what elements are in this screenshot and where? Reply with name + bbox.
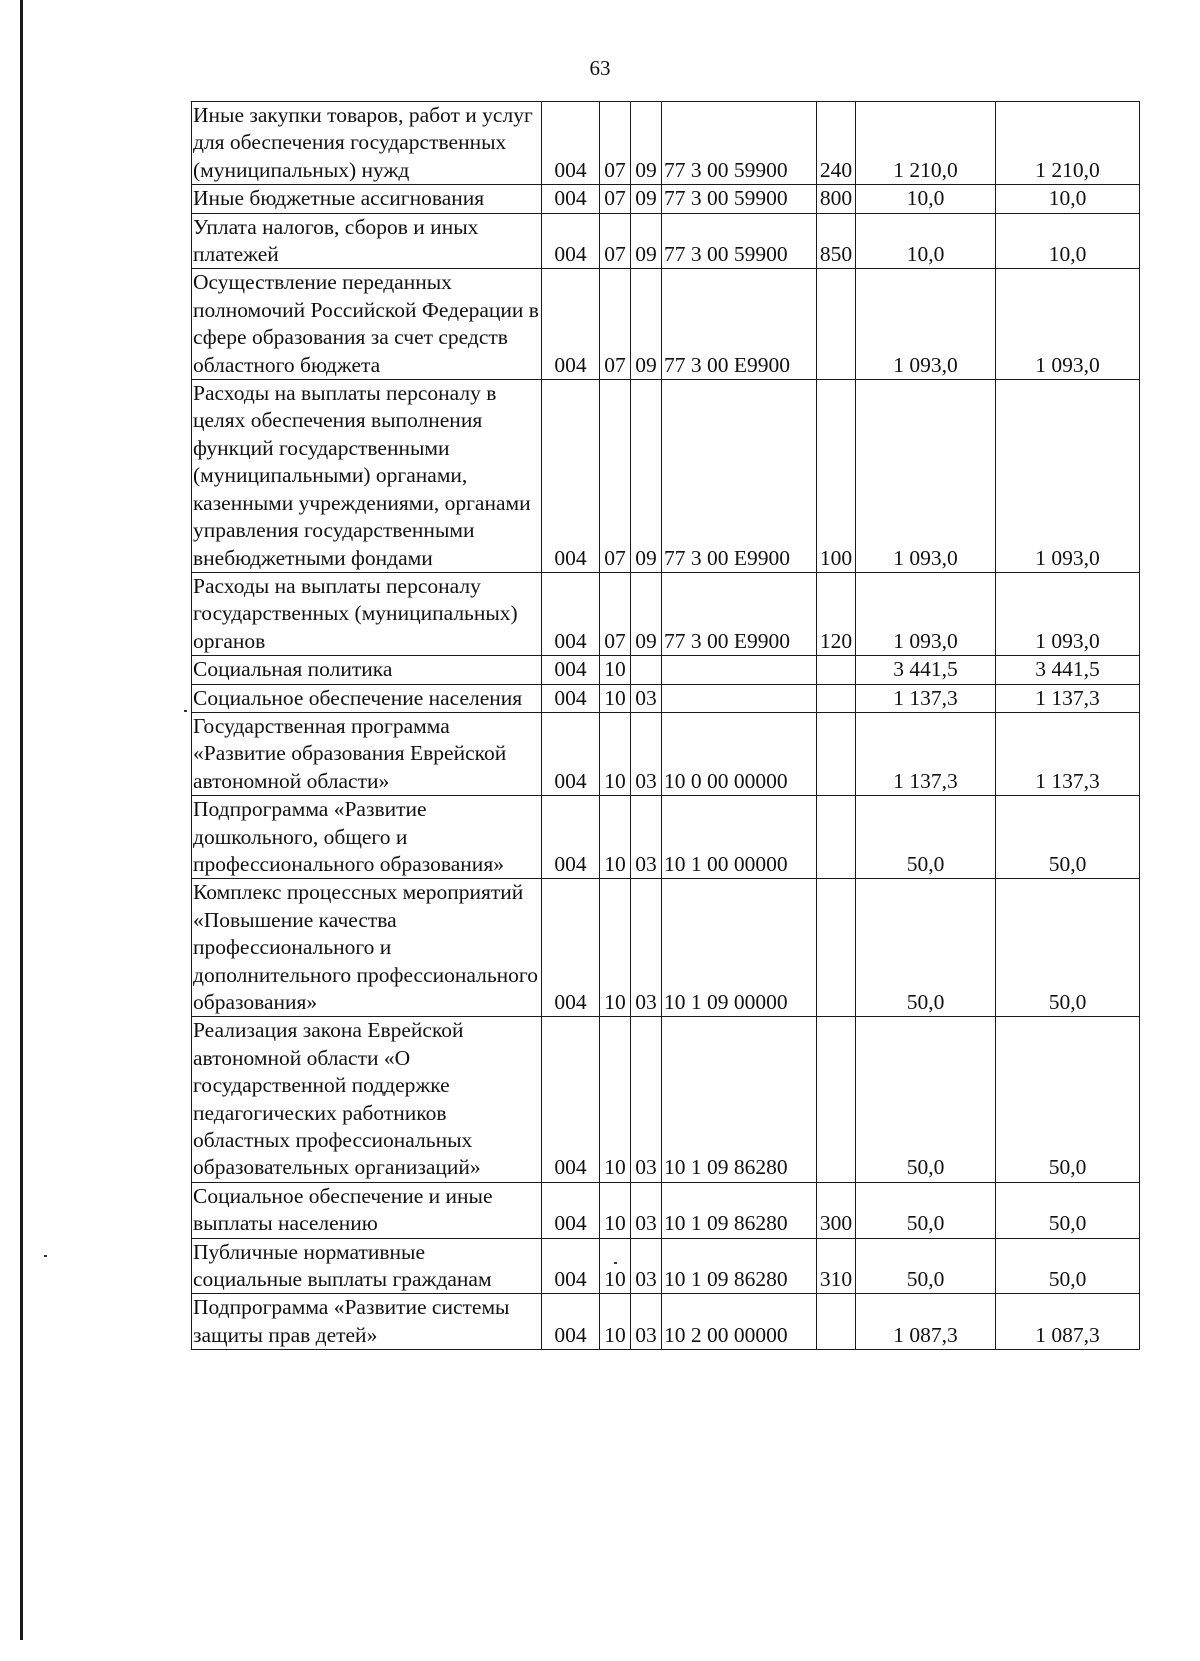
table-row [192, 213, 1140, 269]
section-code-cell: 10 [600, 879, 631, 1017]
scan-speck [614, 1262, 617, 1264]
amount-year2-cell: 1 137,3 [996, 684, 1140, 712]
table-row [192, 656, 1140, 684]
amount-year1-cell: 50,0 [856, 879, 996, 1017]
target-article-cell: 10 1 09 86280 [662, 1017, 817, 1182]
expense-type-cell: 310 [817, 1238, 856, 1294]
amount-year1-cell: 1 137,3 [856, 684, 996, 712]
amount-year2-cell: 50,0 [996, 796, 1140, 879]
expense-name-cell: Расходы на выплаты персоналу в целях обеспечения выполнения функций государственными (муниципальными) органами, казенными учреждениями, органами управления государственными внебюджетными фондами [192, 380, 542, 573]
table-row [192, 102, 1140, 185]
target-article-cell: 77 3 00 Е9900 [662, 572, 817, 655]
amount-year1-cell: 50,0 [856, 796, 996, 879]
amount-year2-cell: 50,0 [996, 1238, 1140, 1294]
subsection-code-cell [631, 656, 662, 684]
expense-type-cell: 800 [817, 185, 856, 213]
amount-year2-cell: 1 093,0 [996, 269, 1140, 380]
target-article-cell: 10 1 09 00000 [662, 879, 817, 1017]
section-code-cell: 07 [600, 269, 631, 380]
section-code-cell: 10 [600, 712, 631, 795]
amount-year1-cell: 50,0 [856, 1182, 996, 1238]
budget-table-body [192, 102, 1140, 1350]
subsection-code-cell: 03 [631, 796, 662, 879]
expense-type-cell [817, 796, 856, 879]
section-code-cell: 10 [600, 1294, 631, 1350]
section-code-cell: 10 [600, 1238, 631, 1294]
subsection-code-cell: 09 [631, 269, 662, 380]
amount-year1-cell: 1 210,0 [856, 102, 996, 185]
target-article-cell [662, 684, 817, 712]
ved-code-cell: 004 [542, 572, 600, 655]
subsection-code-cell: 03 [631, 684, 662, 712]
expense-type-cell: 240 [817, 102, 856, 185]
target-article-cell: 10 2 00 00000 [662, 1294, 817, 1350]
ved-code-cell: 004 [542, 656, 600, 684]
expense-name-cell: Расходы на выплаты персоналу государственных (муниципальных) органов [192, 572, 542, 655]
ved-code-cell: 004 [542, 380, 600, 573]
section-code-cell: 07 [600, 185, 631, 213]
section-code-cell: 07 [600, 102, 631, 185]
amount-year2-cell: 1 210,0 [996, 102, 1140, 185]
expense-name-cell: Публичные нормативные социальные выплаты гражданам [192, 1238, 542, 1294]
table-row [192, 1182, 1140, 1238]
subsection-code-cell: 03 [631, 1017, 662, 1182]
amount-year2-cell: 1 093,0 [996, 572, 1140, 655]
amount-year2-cell: 50,0 [996, 879, 1140, 1017]
table-row [192, 269, 1140, 380]
expense-name-cell: Комплекс процессных мероприятий «Повышение качества профессионального и дополнительного профессионального образования» [192, 879, 542, 1017]
table-row [192, 572, 1140, 655]
expense-name-cell: Осуществление переданных полномочий Российской Федерации в сфере образования за счет средств областного бюджета [192, 269, 542, 380]
section-code-cell: 10 [600, 1017, 631, 1182]
amount-year1-cell: 10,0 [856, 185, 996, 213]
expense-type-cell [817, 712, 856, 795]
ved-code-cell: 004 [542, 213, 600, 269]
target-article-cell: 77 3 00 59900 [662, 213, 817, 269]
expense-type-cell [817, 684, 856, 712]
expense-name-cell: Социальное обеспечение населения [192, 684, 542, 712]
amount-year1-cell: 50,0 [856, 1017, 996, 1182]
table-row [192, 684, 1140, 712]
expense-type-cell [817, 1294, 856, 1350]
amount-year2-cell: 50,0 [996, 1182, 1140, 1238]
table-row [192, 712, 1140, 795]
amount-year2-cell: 10,0 [996, 185, 1140, 213]
subsection-code-cell: 09 [631, 102, 662, 185]
subsection-code-cell: 09 [631, 213, 662, 269]
table-row [192, 1238, 1140, 1294]
table-row [192, 879, 1140, 1017]
ved-code-cell: 004 [542, 1017, 600, 1182]
subsection-code-cell: 09 [631, 572, 662, 655]
section-code-cell: 10 [600, 796, 631, 879]
subsection-code-cell: 03 [631, 1238, 662, 1294]
target-article-cell: 10 0 00 00000 [662, 712, 817, 795]
target-article-cell: 77 3 00 59900 [662, 102, 817, 185]
expense-type-cell: 100 [817, 380, 856, 573]
amount-year2-cell: 1 093,0 [996, 380, 1140, 573]
expense-name-cell: Подпрограмма «Развитие дошкольного, общего и профессионального образования» [192, 796, 542, 879]
amount-year1-cell: 1 093,0 [856, 572, 996, 655]
ved-code-cell: 004 [542, 1294, 600, 1350]
expense-type-cell [817, 269, 856, 380]
amount-year1-cell: 1 093,0 [856, 380, 996, 573]
amount-year1-cell: 10,0 [856, 213, 996, 269]
section-code-cell: 10 [600, 684, 631, 712]
ved-code-cell: 004 [542, 185, 600, 213]
ved-code-cell: 004 [542, 1182, 600, 1238]
amount-year2-cell: 10,0 [996, 213, 1140, 269]
target-article-cell: 10 1 09 86280 [662, 1238, 817, 1294]
subsection-code-cell: 03 [631, 712, 662, 795]
amount-year1-cell: 1 087,3 [856, 1294, 996, 1350]
expense-type-cell: 120 [817, 572, 856, 655]
budget-table [191, 101, 1140, 1350]
subsection-code-cell: 09 [631, 185, 662, 213]
section-code-cell: 10 [600, 656, 631, 684]
ved-code-cell: 004 [542, 879, 600, 1017]
scan-speck [44, 1255, 47, 1257]
expense-type-cell: 850 [817, 213, 856, 269]
section-code-cell: 10 [600, 1182, 631, 1238]
table-row [192, 1017, 1140, 1182]
target-article-cell: 10 1 09 86280 [662, 1182, 817, 1238]
amount-year1-cell: 3 441,5 [856, 656, 996, 684]
target-article-cell [662, 656, 817, 684]
amount-year2-cell: 1 087,3 [996, 1294, 1140, 1350]
expense-name-cell: Иные бюджетные ассигнования [192, 185, 542, 213]
expense-name-cell: Реализация закона Еврейской автономной области «О государственной поддержке педагогических работников областных профессиональных образовательных организаций» [192, 1017, 542, 1182]
expense-type-cell [817, 879, 856, 1017]
expense-name-cell: Подпрограмма «Развитие системы защиты прав детей» [192, 1294, 542, 1350]
table-row [192, 796, 1140, 879]
ved-code-cell: 004 [542, 269, 600, 380]
amount-year2-cell: 3 441,5 [996, 656, 1140, 684]
ved-code-cell: 004 [542, 684, 600, 712]
table-row [192, 185, 1140, 213]
amount-year2-cell: 50,0 [996, 1017, 1140, 1182]
target-article-cell: 77 3 00 Е9900 [662, 380, 817, 573]
expense-name-cell: Социальная политика [192, 656, 542, 684]
section-code-cell: 07 [600, 213, 631, 269]
expense-name-cell: Иные закупки товаров, работ и услуг для обеспечения государственных (муниципальных) нужд [192, 102, 542, 185]
ved-code-cell: 004 [542, 796, 600, 879]
subsection-code-cell: 03 [631, 1294, 662, 1350]
page-binding-line [20, 0, 23, 1640]
section-code-cell: 07 [600, 572, 631, 655]
ved-code-cell: 004 [542, 1238, 600, 1294]
ved-code-cell: 004 [542, 712, 600, 795]
subsection-code-cell: 03 [631, 879, 662, 1017]
table-row [192, 1294, 1140, 1350]
expense-type-cell [817, 1017, 856, 1182]
subsection-code-cell: 03 [631, 1182, 662, 1238]
amount-year1-cell: 1 093,0 [856, 269, 996, 380]
table-row [192, 380, 1140, 573]
amount-year2-cell: 1 137,3 [996, 712, 1140, 795]
expense-name-cell: Социальное обеспечение и иные выплаты населению [192, 1182, 542, 1238]
section-code-cell: 07 [600, 380, 631, 573]
target-article-cell: 10 1 00 00000 [662, 796, 817, 879]
ved-code-cell: 004 [542, 102, 600, 185]
expense-type-cell [817, 656, 856, 684]
amount-year1-cell: 50,0 [856, 1238, 996, 1294]
amount-year1-cell: 1 137,3 [856, 712, 996, 795]
target-article-cell: 77 3 00 Е9900 [662, 269, 817, 380]
subsection-code-cell: 09 [631, 380, 662, 573]
page-number: 63 [589, 56, 611, 80]
expense-type-cell: 300 [817, 1182, 856, 1238]
expense-name-cell: Государственная программа «Развитие образования Еврейской автономной области» [192, 712, 542, 795]
scan-speck [184, 710, 187, 712]
expense-name-cell: Уплата налогов, сборов и иных платежей [192, 213, 542, 269]
target-article-cell: 77 3 00 59900 [662, 185, 817, 213]
